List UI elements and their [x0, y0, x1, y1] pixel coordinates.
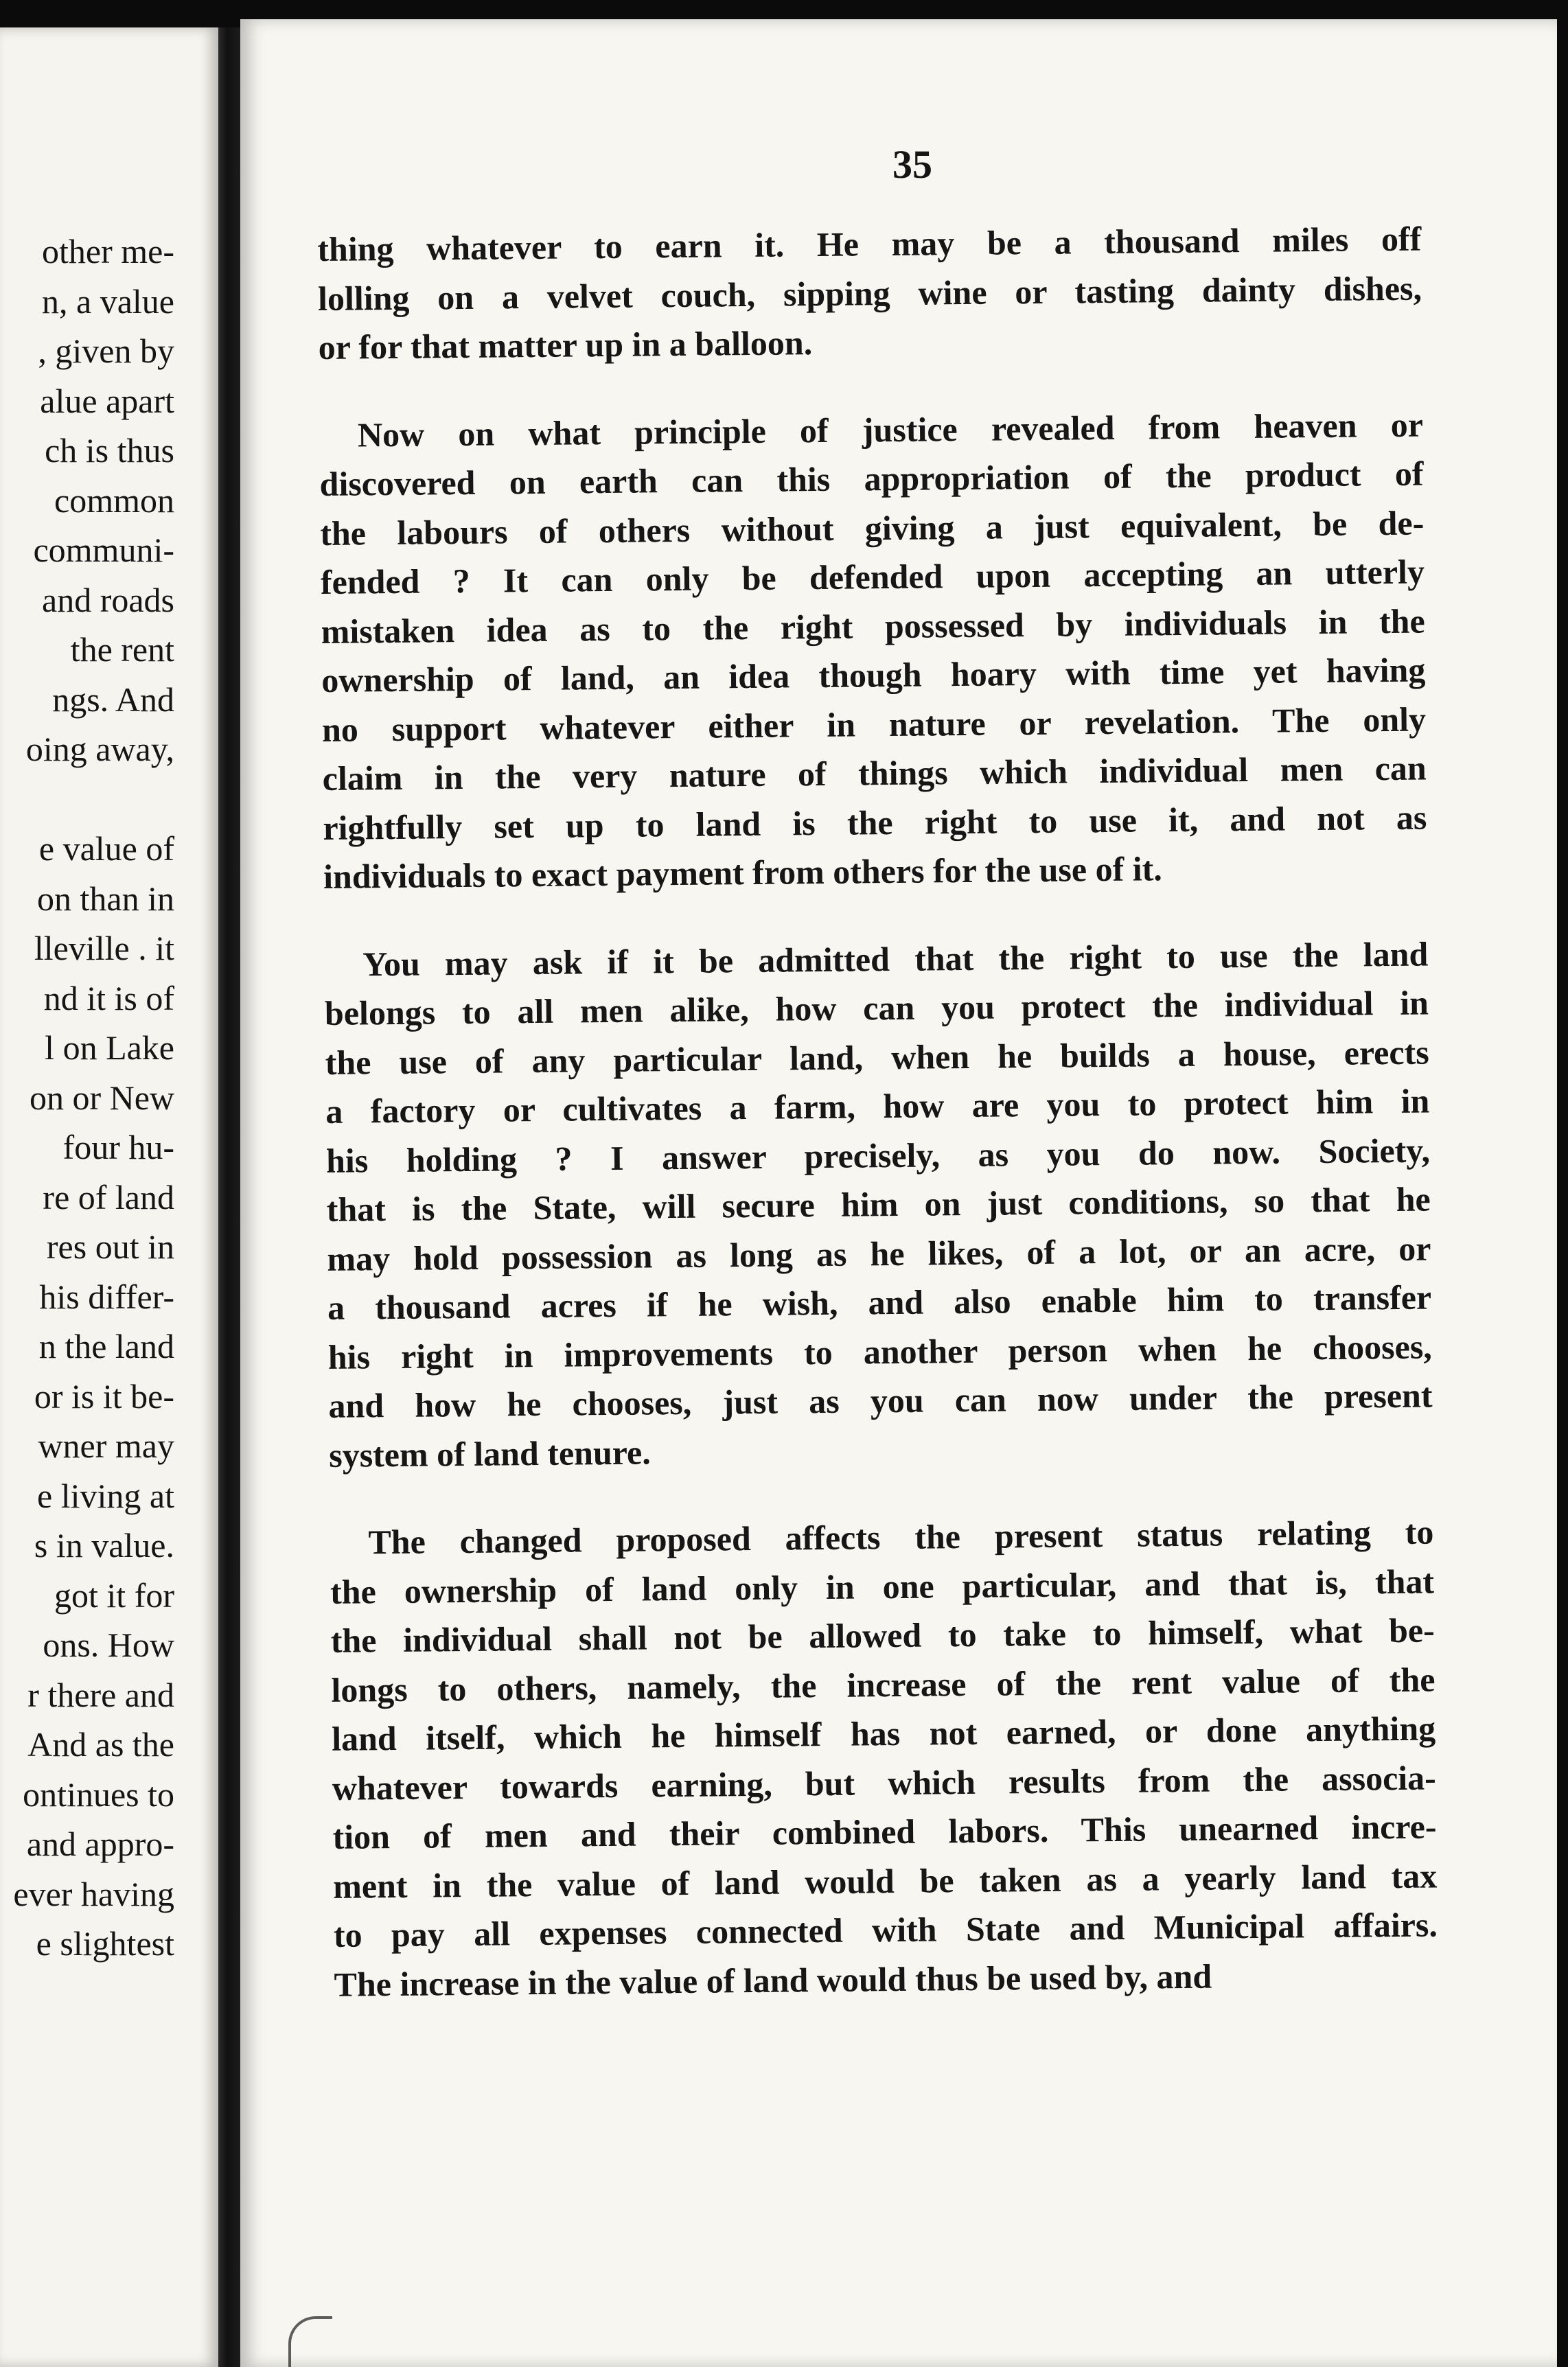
- text-line: the labours of others without giving a just equivalent, be de-: [320, 503, 1425, 553]
- text-line: Now on what principle of justice revealed from heaven or: [357, 405, 1424, 454]
- text-line: fended ? It can only be defended upon accepting an utterly: [320, 552, 1425, 601]
- previous-page-line: l on Lake: [45, 1028, 174, 1067]
- page-number: 35: [892, 142, 932, 187]
- text-line: or for that matter up in a balloon.: [318, 323, 813, 367]
- text-line: may hold possession as long as he likes, of a lot, or an acre, or: [327, 1228, 1431, 1278]
- paragraph: [317, 215, 1422, 373]
- previous-page-line: ngs. And: [52, 680, 174, 719]
- text-line: a factory or cultivates a farm, how are you to protect him in: [325, 1081, 1430, 1131]
- previous-page-line: and roads: [42, 580, 174, 619]
- page-body: [317, 215, 1438, 2048]
- text-line: land itself, which he himself has not earned, or done anything: [331, 1709, 1436, 1758]
- previous-page-line: e value of: [38, 829, 174, 868]
- previous-page-line: s in value.: [34, 1526, 174, 1564]
- previous-page-line: ch is thus: [45, 431, 174, 470]
- text-line: tion of men and their combined labors. This unearned incre-: [332, 1807, 1437, 1856]
- previous-page-line: ons. How: [43, 1626, 174, 1664]
- previous-page-line: nd it is of: [43, 978, 174, 1017]
- text-line: the use of any particular land, when he builds a house, erects: [325, 1032, 1429, 1082]
- previous-page-text: [0, 227, 174, 1969]
- text-line: no support whatever either in nature or revelation. The only: [321, 700, 1427, 749]
- text-line: his right in improvements to another person when he chooses,: [327, 1326, 1433, 1376]
- previous-page-line: re of land: [43, 1177, 174, 1216]
- text-line: system of land tenure.: [328, 1432, 651, 1475]
- text-line: and how he chooses, just as you can now under the present: [328, 1376, 1433, 1425]
- previous-page-line: res out in: [46, 1227, 174, 1266]
- previous-page-line: And as the: [27, 1725, 174, 1764]
- previous-page-line: common: [54, 481, 174, 520]
- previous-page-line: ever having: [13, 1874, 174, 1913]
- text-line: The increase in the value of land would thus be used by, and: [334, 1956, 1212, 2004]
- previous-page-line: the rent: [70, 630, 174, 669]
- text-line: discovered on earth can this appropriation of the product of: [319, 454, 1424, 503]
- previous-page-line: wner may: [38, 1427, 174, 1465]
- previous-page-line: r there and: [27, 1675, 174, 1714]
- page-corner-mark: [288, 2316, 332, 2367]
- text-line: that is the State, will secure him on just conditions, so that he: [326, 1179, 1431, 1229]
- text-line: The changed proposed affects the present status relating to: [368, 1512, 1434, 1562]
- text-line: ownership of land, an idea though hoary with time yet having: [321, 650, 1426, 700]
- previous-page-line: his differ-: [39, 1277, 174, 1316]
- previous-page-line: and appro-: [26, 1825, 174, 1863]
- text-line: individuals to exact payment from others for the use of it.: [323, 849, 1163, 896]
- previous-page-line: on or New: [29, 1078, 174, 1117]
- previous-page-line: lleville . it: [34, 929, 174, 967]
- current-page: [240, 19, 1557, 2367]
- previous-page-line: ontinues to: [23, 1775, 174, 1814]
- previous-page-line: on than in: [37, 879, 174, 918]
- paragraph: [330, 1508, 1438, 2009]
- previous-page-line: [0, 774, 174, 824]
- previous-page-line: e slightest: [36, 1924, 174, 1963]
- previous-page-line: oing away,: [25, 730, 174, 768]
- text-line: the ownership of land only in one particular, and that is, that: [330, 1561, 1435, 1611]
- book-gutter: [218, 27, 240, 2367]
- previous-page: [0, 27, 218, 2367]
- text-line: longs to others, namely, the increase of the rent value of the: [331, 1659, 1436, 1709]
- previous-page-line: communi-: [33, 531, 174, 569]
- previous-page-line: e living at: [37, 1476, 174, 1515]
- text-line: rightfully set up to land is the right to use it, and not as: [323, 798, 1427, 847]
- text-line: ment in the value of land would be taken as a yearly land tax: [332, 1856, 1438, 1906]
- text-line: claim in the very nature of things which individual men can: [322, 748, 1427, 798]
- text-line: thing whatever to earn it. He may be a thousand miles off: [317, 219, 1422, 268]
- text-line: to pay all expenses connected with State and Municipal affairs.: [333, 1905, 1438, 1954]
- paragraph: [324, 930, 1433, 1480]
- text-line: the individual shall not be allowed to take to himself, what be-: [330, 1610, 1435, 1660]
- previous-page-line: alue apart: [40, 381, 174, 420]
- text-line: a thousand acres if he wish, and also enable him to transfer: [327, 1278, 1432, 1327]
- text-line: whatever towards earning, but which results from the associa-: [332, 1757, 1437, 1808]
- text-line: belongs to all men alike, how can you protect the individual in: [324, 983, 1429, 1032]
- previous-page-line: n, a value: [42, 281, 174, 321]
- previous-page-line: or is it be-: [34, 1376, 174, 1416]
- previous-page-line: other me-: [42, 232, 174, 270]
- previous-page-line: four hu-: [62, 1128, 174, 1166]
- previous-page-line: , given by: [38, 332, 174, 370]
- text-line: his holding ? I answer precisely, as you do now. Society,: [325, 1131, 1431, 1180]
- paragraph: [319, 400, 1428, 901]
- text-line: mistaken idea as to the right possessed by individuals in the: [321, 601, 1425, 651]
- previous-page-line: got it for: [54, 1575, 174, 1615]
- previous-page-line: n the land: [38, 1327, 174, 1365]
- text-line: lolling on a velvet couch, sipping wine or tasting dainty dishes,: [317, 268, 1422, 318]
- text-line: You may ask if it be admitted that the right to use the land: [362, 934, 1429, 983]
